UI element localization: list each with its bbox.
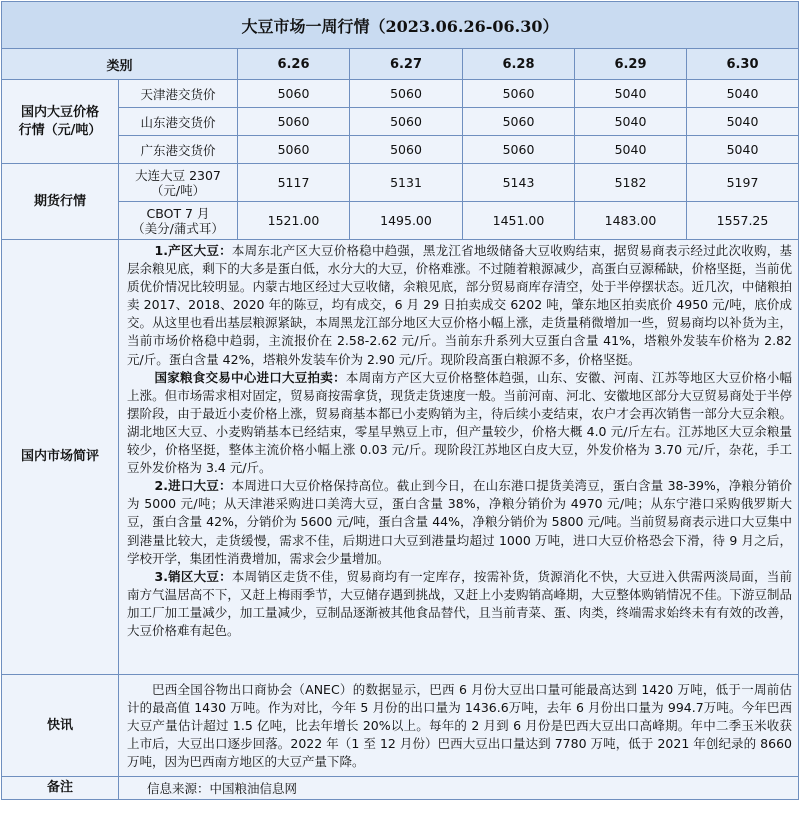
futures-cell: 1495.00 xyxy=(350,202,463,240)
price-cell: 5060 xyxy=(350,136,463,164)
flash-paragraph: 巴西全国谷物出口商协会（ANEC）的数据显示，巴西 6 月份大豆出口量可能最高达到 1420 万吨，低于一周前估计的最高值 1430 万吨。作为对比，今年 5 月份的出口量为 1436.6万吨，去年 6 月份出口量为 994.7万吨。今年巴西大豆产量估计超过 1.5 亿吨，比去年增长 20%以上。每年的 2 月到 6 月份是巴西大豆出口高峰期。年中二季玉米收获上市后，大豆出口逐步回落。2022 年（1 至 12 月份）巴西大豆出口量达到 7780 万吨，低于 2021 年创纪录的 8660 万吨，因为巴西南方地区的大豆产量下降。 xyxy=(127,681,792,769)
row-label xyxy=(119,164,238,202)
price-cell: 5040 xyxy=(687,80,799,108)
date-header: 6.30 xyxy=(687,49,799,80)
price-cell: 5040 xyxy=(687,108,799,136)
futures-cell: 1451.00 xyxy=(463,202,575,240)
price-cell: 5060 xyxy=(463,108,575,136)
price-cell: 5060 xyxy=(238,80,350,108)
futures-row xyxy=(2,164,799,202)
category-header: 类别 xyxy=(2,49,238,80)
domestic-price-category: 国内大豆价格行情（元/吨） xyxy=(2,80,119,164)
price-row xyxy=(2,136,799,164)
label-line: （美分/蒲式耳） xyxy=(132,220,224,236)
price-cell: 5060 xyxy=(463,80,575,108)
paragraph-body: 本周东北产区大豆价格稳中趋强，黑龙江省地级储备大豆收购结束，据贸易商表示经过此次收购，基层余粮见底，剩下的大多是蛋白低，水分大的大豆，价格难涨。不过随着粮源减少，高蛋白豆源稀缺，价格坚挺，当前优质优价情况比较明显。内蒙古地区经过大豆收储，余粮见底，部分贸易商库存清空，处于半停摆状态。近几次，中储粮拍卖 2017、2018、2020 年的陈豆，均有成交，6 月 29 日拍卖成交 6202 吨，肇东地区拍卖底价 4950 元/吨，底价成交。从这里也看出基层粮源紧缺，本周黑龙江部分地区大豆价格小幅上涨，走货量稍微增加一些，贸易商均以补货为主，当前市场价格稳中趋弱，主流报价在 2.58-2.62 元/斤。当前东升系列大豆蛋白含量 41%，塔粮外发装车价格为 2.82 元/斤。蛋白含量 42%，塔粮外发装车价为 2.90 元/斤。现阶段高蛋白粮源不多，价格坚挺。 xyxy=(127,243,792,367)
futures-cell: 5131 xyxy=(350,164,463,202)
date-header: 6.29 xyxy=(575,49,687,80)
price-cell: 5060 xyxy=(350,108,463,136)
flash-text xyxy=(119,675,799,777)
row-label: 山东港交货价 xyxy=(119,108,238,136)
futures-cell: 5182 xyxy=(575,164,687,202)
commentary-paragraph xyxy=(127,568,792,640)
flash-row xyxy=(2,675,799,777)
row-label xyxy=(119,202,238,240)
paragraph-body: 本周南方产区大豆价格整体趋强，山东、安徽、河南、江苏等地区大豆价格小幅上涨。但市场需求相对固定，贸易商按需拿货，现货走货速度一般。当前河南、河北、安徽地区部分大豆贸易商处于半停摆阶段，由于最近小麦价格上涨，贸易商基本都已小麦购销为主，待后续小麦结束，农户才会再次销售一部分大豆余粮。湖北地区大豆、小麦购销基本已经结束，零星早熟豆上市，但产量较少，价格大概 4.0 元/斤左右。江苏地区大豆余粮量较少，价格坚挺，整体主流价格小幅上涨 0.03 元/斤。现阶段江苏地区白皮大豆，外发价格为 3.70 元/斤，杂花，手工豆外发价格为 3.4 元/斤。 xyxy=(127,369,792,476)
commentary-text xyxy=(119,240,799,675)
price-cell: 5060 xyxy=(463,136,575,164)
commentary-category: 国内市场简评 xyxy=(2,240,119,675)
paragraph-heading: 1.产区大豆： xyxy=(154,243,232,258)
paragraph-heading: 3.销区大豆： xyxy=(154,568,232,584)
date-header: 6.26 xyxy=(238,49,350,80)
futures-cell: 1557.25 xyxy=(687,202,799,240)
commentary-row xyxy=(2,240,799,675)
futures-category: 期货行情 xyxy=(2,164,119,240)
price-cell: 5040 xyxy=(687,136,799,164)
price-cell: 5060 xyxy=(238,136,350,164)
price-cell: 5060 xyxy=(238,108,350,136)
note-text: 信息来源：中国粮油信息网 xyxy=(119,777,799,800)
label-line: CBOT 7 月 xyxy=(146,205,210,221)
date-header: 6.28 xyxy=(463,49,575,80)
futures-cell: 5197 xyxy=(687,164,799,202)
price-cell: 5040 xyxy=(575,80,687,108)
futures-cell: 1483.00 xyxy=(575,202,687,240)
flash-category: 快讯 xyxy=(2,675,119,777)
futures-cell: 5117 xyxy=(238,164,350,202)
note-category: 备注 xyxy=(2,777,119,800)
row-label: 天津港交货价 xyxy=(119,80,238,108)
paragraph-heading: 2.进口大豆： xyxy=(154,478,232,494)
market-report-table xyxy=(1,1,799,800)
commentary-paragraph xyxy=(127,369,792,478)
commentary-paragraph xyxy=(127,242,792,369)
futures-row xyxy=(2,202,799,240)
price-cell: 5040 xyxy=(575,136,687,164)
paragraph-heading: 国家粮食交易中心进口大豆拍卖： xyxy=(154,369,346,385)
row-label: 广东港交货价 xyxy=(119,136,238,164)
commentary-paragraph xyxy=(127,477,792,567)
futures-cell: 1521.00 xyxy=(238,202,350,240)
paragraph-body: 本周进口大豆价格保持高位。截止到今日，在山东港口提货美湾豆，蛋白含量 38-39%，净粮分销价为 5000 元/吨；从天津港采购进口美湾大豆，蛋白含量 38%，净粮分销价为 4970 元/吨；从东宁港口采购俄罗斯大豆，蛋白含量 42%，分销价为 5600 元/吨，蛋白含量 44%，净粮分销价为 5800 元/吨。当前贸易商表示进口大豆集中到港量比较大，走货缓慢，需求不佳，后期进口大豆到港量均超过 1000 万吨，进口大豆价格恐会下滑，待 9 月之后，学校开学，集团性消费增加，需求会少量增加。 xyxy=(127,478,792,566)
label-line: 大连大豆 2307 xyxy=(135,167,221,183)
report-title: 大豆市场一周行情（2023.06.26-06.30） xyxy=(2,2,799,49)
date-header: 6.27 xyxy=(350,49,463,80)
note-row xyxy=(2,777,799,800)
paragraph-body: 本周销区走货不佳，贸易商均有一定库存，按需补货，货源消化不快，大豆进入供需两淡局面，当前南方气温居高不下，又赶上梅雨季节，大豆储存遇到挑战，又赶上小麦购销高峰期，大豆整体购销情况不佳。下游豆制品加工厂加工量减少，加工量减少，豆制品逐渐被其他食品替代，且当前青菜、蛋、肉类，终端需求始终未有有效的改善，大豆价格难有起色。 xyxy=(127,568,792,638)
label-line: （元/吨） xyxy=(150,182,206,198)
futures-cell: 5143 xyxy=(463,164,575,202)
price-row xyxy=(2,108,799,136)
price-cell: 5040 xyxy=(575,108,687,136)
price-row xyxy=(2,80,799,108)
price-cell: 5060 xyxy=(350,80,463,108)
